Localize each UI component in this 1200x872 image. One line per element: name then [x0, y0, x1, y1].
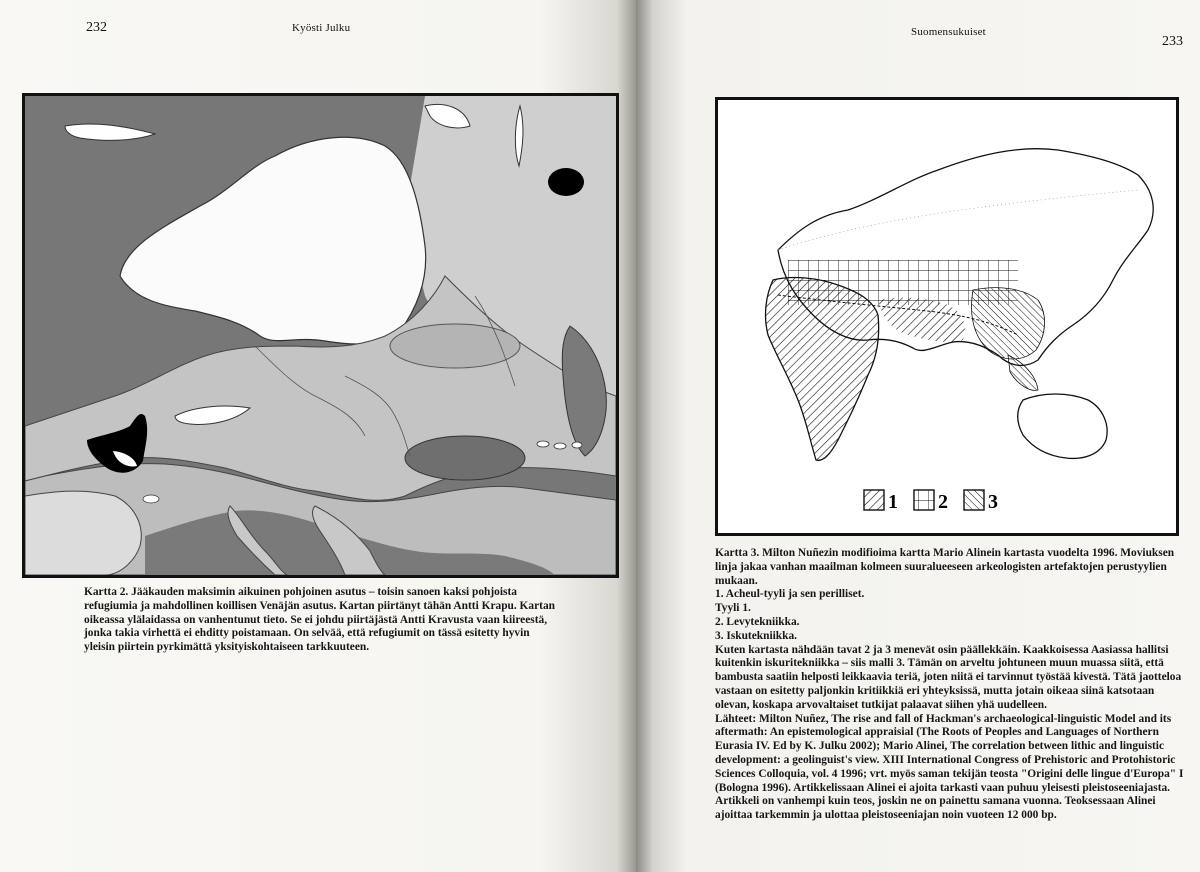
right-caption-para-1: 1. Acheul-tyyli ja sen perilliset. [715, 588, 865, 601]
right-caption-para-6: Lähteet: Milton Nuñez, The rise and fall of Hackman's archaeological-linguistic Model and its aftermath: An epistemological appraisial (The Roots of Peoples and Languages of Northern Eurasia IV. Ed by K. Julku 2002); Mario Alinei, The correlation between lithic and linguistic development: a geolinguist's view. XIII International Congress of Prehistoric and Protohistoric Sciences Colloquia, vol. 4 1996; vrt. myös saman tekijän teosta "Origini delle lingue d'Europa" I (Bologna 1996). Artikkelissaan Alinei ei ajoita tarkasti vaan puhuu yleisesti pleistoseeniajasta. Artikkeli on vanhempi kuin teos, joskin ne on painettu samana vuonna. Teoksessaan Alinei ajoittaa tarkemmin ja ulottaa pleistoseeniajan noin vuoteen 12 000 bp. [715, 712, 1184, 822]
left-page-number: 232 [86, 20, 107, 35]
right-caption [715, 547, 1188, 823]
legend-label-2: 2 [938, 491, 948, 513]
right-page-number: 233 [1162, 34, 1183, 49]
right-caption-para-4: 3. Iskutekniikka. [715, 629, 797, 642]
map-island-b [537, 441, 549, 447]
right-caption-para-3: 2. Levytekniikka. [715, 615, 800, 628]
map-ne-russia-settlement [548, 168, 584, 196]
map-island-a [143, 495, 159, 503]
europe-map-drawing [25, 96, 616, 575]
map-island-d [572, 442, 582, 448]
legend-label-3: 3 [988, 491, 998, 513]
world-lithic-map [715, 97, 1179, 536]
map-island-c [554, 443, 566, 449]
map-legend [864, 490, 998, 513]
right-page [636, 0, 1200, 872]
right-caption-para-0: Kartta 3. Milton Nuñezin modifioima kartta Mario Alinein kartasta vuodelta 1996. Moviuksen linja jakaa vanhan maailman kolmeen suuralueeseen arkeologisten artefaktojen perustyylien mukaan. [715, 547, 1175, 587]
map-black-sea [405, 436, 525, 480]
map-iberia [25, 491, 141, 575]
right-caption-para-2: Tyyli 1. [715, 602, 751, 615]
left-caption [84, 586, 556, 655]
world-map-drawing [718, 100, 1176, 533]
legend-swatch-2 [914, 490, 934, 510]
left-running-head: Kyösti Julku [292, 22, 351, 34]
legend-swatch-1 [864, 490, 884, 510]
right-running-head: Suomensukuiset [911, 26, 986, 38]
left-caption-text: Kartta 2. Jääkauden maksimin aikuinen pohjoinen asutus – toisin sanoen kaksi pohjoista refugiumia ja mahdollinen koillisen Venäjän asutus. Kartan piirtänyt tähän Antti Krapu. Kartan oikeassa ylälaidassa on vanhentunut tieto. Se ei johdu piirtäjästä Antti Kravusta vaan kiireestä, jonka takia virhettä ei ehditty poistamaan. On selvää, että refugiumit on tässä esitetty hyvin yleisin piirtein pyrkimättä yksityiskohtaiseen tarkkuuteen. [84, 586, 555, 654]
legend-swatch-3 [964, 490, 984, 510]
legend-label-1: 1 [888, 491, 898, 513]
europe-ice-age-map [22, 93, 619, 578]
right-caption-para-5: Kuten kartasta nähdään tavat 2 ja 3 menevät osin päällekkäin. Kaakkoisessa Aasiassa hallitsi kuitenkin iskuritekniikka – siis malli 3. Tämän on arveltu johtuneen muun muassa siitä, että bambusta saatiin helposti leikkaavia teriä, joten niitä ei tarvinnut työstää kivestä. Tätä jaotteloa vastaan on esitetty paljonkin kritiikkiä eri yhteyksissä, mutta jotain oikeaa siinä katsotaan olevan, koskapa arvovaltaiset tutkijat palaavat siihen yhä uudelleen. [715, 643, 1182, 711]
